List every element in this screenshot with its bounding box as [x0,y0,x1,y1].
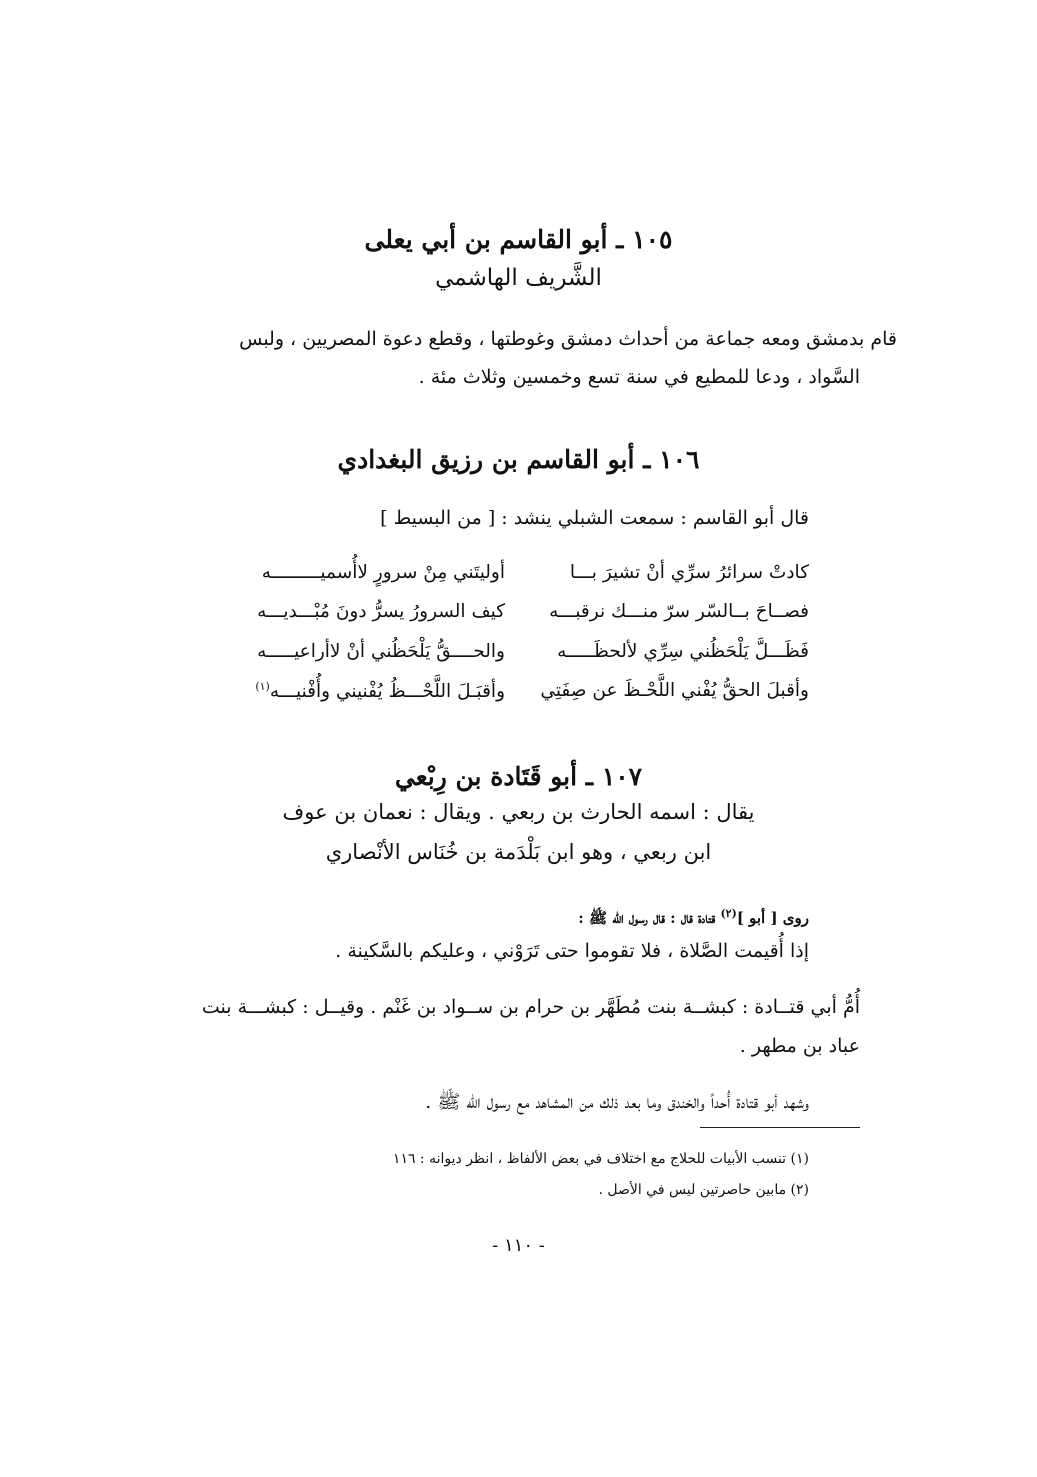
riwaya-before: روى [ أبو ] [736,909,809,927]
entry-105-body-line-1: قام بدمشق ومعه جماعة من أحداث دمشق وغوطتها ، وقطع دعوة المصريين ، ولبس [239,328,897,350]
footnote-1: (١) تنسب الأبيات للحلاج مع اختلاف في بعض الألفاظ ، انظر ديوانه : ١١٦ [392,1151,809,1167]
poem-verse-1-hemistich-1: كادتْ سرائرُ سرِّي أنْ تشيرَ بـــا [569,562,809,583]
entry-105-subtitle: الشَّريف الهاشمي [435,265,602,291]
page-number: - ١١٠ - [492,1235,545,1256]
poem-verse-4-hemistich-1: وأقبلَ الحقُّ يُفْني اللَّحْـظَ عن صِفَتِي [540,680,809,701]
poem-verse-4-hemistich-2 [255,680,505,702]
poem-verse-3-hemistich-2: والحــــقُّ يَلْحَظُني أنْ لاأراعيـــــه [257,641,505,662]
footnote-ref-2: (٢) [720,907,737,920]
mother-line-2: عباد بن مطهر . [739,1035,860,1057]
footnote-ref-1: (١) [255,680,270,693]
riwaya-line [578,907,809,931]
poem-verse-2-hemistich-1: فصــاحَ بــالسّر سرّ منـــك نرقبـــه [549,601,809,622]
footnote-divider [700,1127,860,1128]
closing-line: وشهد أبو قتادة أُحداً والخندق وما بعد ذلك من المشاهد مع رسول الله ﷺ . [425,1091,809,1113]
entry-107-title: ١٠٧ ـ أبو قَتَادة بن رِبْعي [394,762,643,791]
poem-verse-1-hemistich-2: أوليتَني مِنْ سرورٍ لاأُسميـــــــــه [261,562,505,583]
poem-verse-2-hemistich-2: كيف السرورُ يسرُّ دونَ مُبْـــديـــه [257,601,505,622]
poem-verse-3-hemistich-1: فَظَـــلَّ يَلْحَظُني سِرِّي لألحظَـــــه [557,641,809,662]
entry-105-body-line-2: السَّواد ، ودعا للمطيع في سنة تسع وخمسين وثلاث مئة . [418,366,860,388]
footnote-2: (٢) مابين حاصرتين ليس في الأصل . [598,1182,809,1198]
riwaya-after: قتادة قال : قال رسول الله ﷺ : [578,909,721,927]
entry-107-subtitle-line-1: يقال : اسمه الحارث بن ربعي . ويقال : نعمان بن عوف [282,800,755,824]
entry-106-title: ١٠٦ ـ أبو القاسم بن رزيق البغدادي [337,445,700,474]
entry-106-intro: قال أبو القاسم : سمعت الشبلي ينشد : [ من البسيط ] [380,507,809,529]
hadith-text: إذا أُقيمت الصَّلاة ، فلا تقوموا حتى تَرَوْني ، وعليكم بالسَّكينة . [335,940,809,962]
entry-107-subtitle-line-2: ابن ربعي ، وهو ابن بَلْدَمة بن خُنَاس الأنْصاري [325,840,712,864]
mother-line-1: أُمُّ أبي قتــادة : كبشــة بنت مُطَهَّر بن حرام بن ســواد بن غَنْم . وقيــل : كبشـــة بنت [201,996,860,1018]
entry-105-title: ١٠٥ ـ أبو القاسم بن أبي يعلى [364,225,673,254]
poem-verse-4-text: وأقبَـلَ اللَّحْـــظُ يُفْنيني وأُفْنيـــه [269,681,505,703]
